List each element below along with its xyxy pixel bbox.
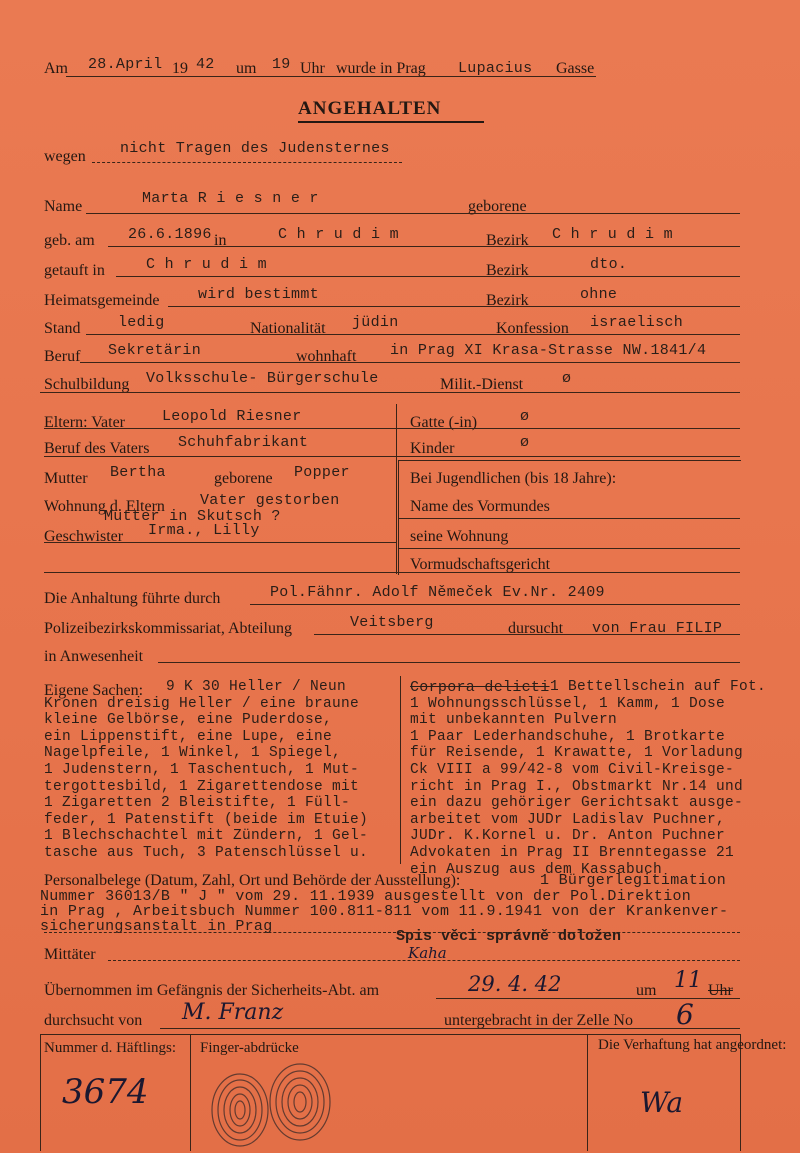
prisoner-number: 3674 <box>62 1072 149 1112</box>
presence-label: in Anwesenheit <box>44 648 144 665</box>
baptized-place: C h r u d i m <box>146 256 267 273</box>
street: Lupacius <box>458 60 533 77</box>
um-label: um <box>236 60 257 77</box>
mother-label: Mutter <box>44 470 88 487</box>
confession-value: israelisch <box>590 314 684 331</box>
name-label: Name <box>44 198 83 215</box>
corpora-line: 1 Wohnungsschlüssel, 1 Kamm, 1 Dose <box>410 695 726 712</box>
birth-date: 26.6.1896 <box>128 226 212 243</box>
own-items-line: 1 Zigaretten 2 Bleistifte, 1 Füll- <box>44 795 351 812</box>
home-community-value: wird bestimmt <box>198 286 319 303</box>
corpora-line: mit unbekannten Pulvern <box>410 712 618 729</box>
handover-label: Übernommen im Gefängnis der Sicherheits-Abt. am <box>44 982 380 999</box>
father-job-label: Beruf des Vaters <box>44 440 150 457</box>
uhr-label: Uhr <box>300 60 325 77</box>
searched-value: von Frau FILIP <box>592 620 723 637</box>
status-value: ledig <box>118 314 165 331</box>
profession-label: Beruf <box>44 348 81 365</box>
reason-label: wegen <box>44 148 86 165</box>
guardian-home-label: seine Wohnung <box>410 528 509 545</box>
own-items-line: 9 K 30 Heller / Neun <box>166 679 347 695</box>
birth-place: C h r u d i m <box>278 226 399 243</box>
cell-number: 6 <box>676 998 694 1031</box>
home-district-label: Bezirk <box>486 292 529 309</box>
nationality-label: Nationalität <box>250 320 326 337</box>
siblings-value: Irma., Lilly <box>148 522 260 539</box>
searched-by-signature: M. Franz <box>182 1000 284 1025</box>
handover-uhr-label: Uhr <box>708 982 733 999</box>
own-items-line: kleine Gelbörse, eine Puderdose, <box>44 712 333 729</box>
prisoner-number-label: Nummer d. Häftlings: <box>44 1040 177 1056</box>
spouse-value: ø <box>520 408 530 425</box>
mother-value: Bertha <box>110 464 166 481</box>
own-items-line: tasche aus Tuch, 3 Patenschlüssel u. <box>44 845 369 861</box>
own-items-line: Nagelpfeile, 1 Winkel, 1 Spiegel, <box>44 745 342 762</box>
year-prefix: 19 <box>172 60 188 77</box>
corpora-line: für Reisende, 1 Krawatte, 1 Vorladung <box>410 745 744 762</box>
parents-residence-line1: Vater gestorben <box>200 492 340 509</box>
own-items-line: ein Lippenstift, eine Lupe, eine <box>44 728 333 745</box>
mother-born-label: geborene <box>214 470 273 487</box>
military-label: Milit.-Dienst <box>440 376 524 393</box>
documents-line4: sicherungsanstalt in Prag <box>40 918 273 935</box>
gasse-label: Gasse <box>556 60 595 77</box>
accomplices-stamp: Spis věci správně doložen <box>396 928 622 945</box>
own-items-label: Eigene Sachen: <box>44 682 144 699</box>
fingerprints-label: Finger-abdrücke <box>200 1040 299 1056</box>
commissariat-label: Polizeibezirkskommissariat, Abteilung <box>44 620 292 637</box>
order-signature: Wa <box>640 1086 684 1119</box>
cell-label: untergebracht in der Zelle No <box>444 1012 633 1029</box>
corpora-line: Ck VIII a 99/42-8 vom Civil-Kreisge- <box>410 762 735 778</box>
handover-time: 11 <box>674 968 702 993</box>
education-value: Volksschule- Bürgerschule <box>146 370 379 387</box>
arrest-label: Die Anhaltung führte durch <box>44 590 221 607</box>
father-job-value: Schuhfabrikant <box>178 434 309 451</box>
arrest-officer: Pol.Fähnr. Adolf Němeček Ev.Nr. 2409 <box>270 584 605 601</box>
juveniles-header: Bei Jugendlichen (bis 18 Jahre): <box>410 470 617 487</box>
reason-value: nicht Tragen des Judensternes <box>120 140 390 157</box>
own-items-line: feder, 1 Patenstift (beide im Etuie) <box>44 811 369 828</box>
father-label: Eltern: Vater <box>44 414 126 431</box>
documents-line1: 1 Bürgerlegitimation <box>540 872 727 889</box>
fingerprint-icon <box>200 1040 340 1150</box>
home-district: ohne <box>580 286 618 303</box>
handover-um-label: um <box>636 982 657 999</box>
residence-label: wohnhaft <box>296 348 357 365</box>
father-value: Leopold Riesner <box>162 408 302 425</box>
profession-value: Sekretärin <box>108 342 202 359</box>
court-label: Vormudschaftsgericht <box>410 556 551 573</box>
own-items-line: 1 Blechschachtel mit Zündern, 1 Gel- <box>44 828 369 845</box>
document-title: ANGEHALTEN <box>298 98 442 119</box>
corpora-line: ein Auszug aus dem Kassabuch <box>410 861 663 878</box>
nationality-value: jüdin <box>352 314 399 331</box>
arrest-year: 42 <box>196 56 215 73</box>
parents-residence-line2: Mutter in Skutsch ? <box>104 508 281 525</box>
commissariat-value: Veitsberg <box>350 614 434 631</box>
corpora-line: ein dazu gehöriger Gerichtsakt ausge- <box>410 795 744 812</box>
born-label: geborene <box>468 198 527 215</box>
children-value: ø <box>520 434 530 451</box>
parents-residence-label: Wohnung d. Eltern <box>44 498 165 515</box>
status-label: Stand <box>44 320 81 337</box>
baptized-label: getauft in <box>44 262 105 279</box>
own-items-line: Kronen dreisig Heller / eine braune <box>44 695 360 712</box>
corpora-line: richt in Prag I., Obstmarkt Nr.14 und <box>410 778 744 795</box>
documents-label: Personalbelege (Datum, Zahl, Ort und Behörde der Ausstellung): <box>44 872 461 889</box>
home-community-label: Heimatsgemeinde <box>44 292 160 309</box>
accomplices-label: Mittäter <box>44 946 96 963</box>
residence-value: in Prag XI Krasa-Strasse NW.1841/4 <box>390 342 707 359</box>
am-label: Am <box>44 60 68 77</box>
spouse-label: Gatte (-in) <box>410 414 478 431</box>
baptized-district: dto. <box>590 256 628 273</box>
wurde-label: wurde in Prag <box>336 60 426 77</box>
education-label: Schulbildung <box>44 376 130 393</box>
military-value: ø <box>562 370 572 387</box>
name-value: Marta R i e s n e r <box>142 190 319 207</box>
own-items-line: tergottesbild, 1 Zigarettendose mit <box>44 778 360 795</box>
accomplices-signature: Kaha <box>408 944 447 962</box>
corpora-line: 1 Paar Lederhandschuhe, 1 Brotkarte <box>410 728 726 745</box>
arrest-hour: 19 <box>272 56 291 73</box>
corpora-line: JUDr. K.Kornel u. Dr. Anton Puchner <box>410 828 726 845</box>
searched-label: dursucht <box>508 620 564 637</box>
arrest-date: 28.April <box>88 56 163 73</box>
corpora-line: 1 Bettellschein auf Fot. <box>550 679 767 695</box>
corpora-label: Corpora delicti <box>410 679 550 696</box>
own-items-line: 1 Judenstern, 1 Taschentuch, 1 Mut- <box>44 762 360 778</box>
documents-line2: Nummer 36013/B " J " vom 29. 11.1939 ausgestellt von der Pol.Direktion <box>40 888 692 905</box>
searched-by-label: durchsucht von <box>44 1012 143 1029</box>
baptized-district-label: Bezirk <box>486 262 529 279</box>
confession-label: Konfession <box>496 320 569 337</box>
corpora-line: arbeitet vom JUDr Ladislav Puchner, <box>410 811 726 828</box>
birth-district: C h r u d i m <box>552 226 673 243</box>
handover-date: 29. 4. 42 <box>468 972 562 996</box>
guardian-label: Name des Vormundes <box>410 498 550 515</box>
birth-label: geb. am <box>44 232 95 249</box>
birth-district-label: Bezirk <box>486 232 529 249</box>
documents-line3: in Prag , Arbeitsbuch Nummer 100.811-811 vom 11.9.1941 von der Krankenver- <box>40 903 729 920</box>
birth-in-label: in <box>214 232 227 249</box>
siblings-label: Geschwister <box>44 528 124 545</box>
corpora-line: Advokaten in Prag II Brenntegasse 21 <box>410 845 735 861</box>
order-label: Die Verhaftung hat angeordnet: <box>598 1037 787 1053</box>
children-label: Kinder <box>410 440 455 457</box>
mother-born-value: Popper <box>294 464 350 481</box>
